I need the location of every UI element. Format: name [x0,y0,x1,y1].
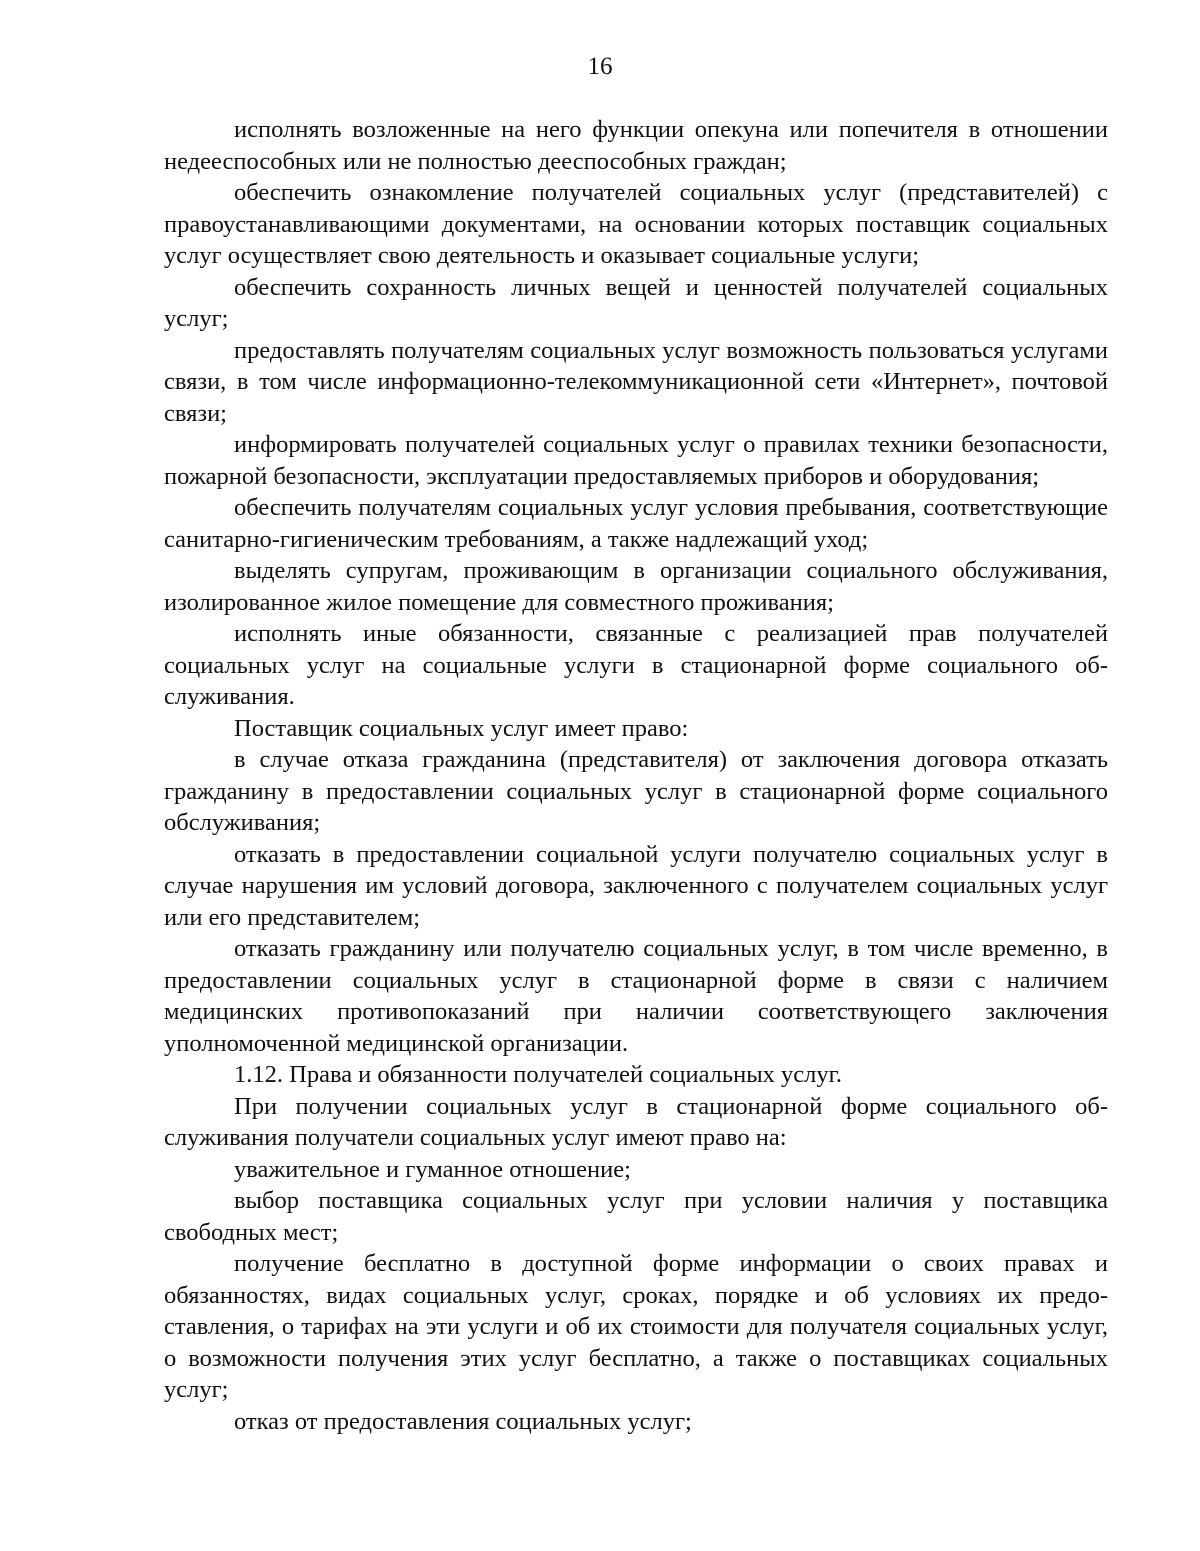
paragraph: выделять супругам, проживающим в организации социального обслуживания, изолированное жилое помещение для совместного проживания; [164,557,1108,616]
page-number: 16 [587,53,613,80]
paragraph: исполнять возложенные на него функции опекуна или попечителя в отношении недееспособных или не полностью дееспособных граждан; [164,116,1108,175]
section-heading-1-12: 1.12. Права и обязанности получателей социальных услуг. [234,1061,843,1088]
paragraph: выбор поставщика социальных услуг при условии наличия у поставщика свободных мест; [164,1187,1108,1246]
paragraph: отказать гражданину или получателю социальных услуг, в том числе временно, в предоставлении социальных услуг в стационарной форме в связи с наличием медицинских противопоказаний при наличии соответствующего заключения уполномоченной медицинской организации. [164,935,1108,1057]
paragraph: обеспечить сохранность личных вещей и ценностей получателей социальных услуг; [164,273,1108,332]
paragraph: отказ от предоставления социальных услуг; [234,1407,692,1435]
paragraph: обеспечить получателям социальных услуг условия пребывания, соответствующие санитарно-гигиеническим требованиям, а также надлежащий уход; [164,494,1108,553]
paragraph: обеспечить ознакомление получателей социальных услуг (представителей) с правоустанавливающими документами, на основании которых поставщик социальных услуг осуществляет свою деятельность и оказывает социальные услуги; [164,179,1108,269]
paragraph: исполнять иные обязанности, связанные с реализацией прав получателей социальных услуг на социальные услуги в стационарной форме социального обслуживания. [164,620,1108,710]
paragraph: Поставщик социальных услуг имеет право: [234,714,689,742]
paragraph: информировать получателей социальных услуг о правилах техники безопасности, пожарной безопасности, эксплуатации предоставляемых приборов и оборудования; [164,431,1108,490]
paragraph: в случае отказа гражданина (представителя) от заключения договора отказать гражданину в предоставлении социальных услуг в стационарной форме социального обслуживания; [164,746,1108,836]
document-body [164,114,1108,1437]
paragraph: отказать в предоставлении социальной услуги получателю социальных услуг в случае нарушения им условий договора, заключенного с получателем социальных услуг или его представителем; [164,840,1108,931]
paragraph: предоставлять получателям социальных услуг возможность пользоваться услугами связи, в том числе информационно-телекоммуникационной сети «Интернет», почтовой связи; [164,336,1108,427]
paragraph: получение бесплатно в доступной форме информации о своих правах и обязанностях, видах социальных услуг, сроках, порядке и об условиях их предоставления, о тарифах на эти услуги и об их стоимости для получателя социальных услуг, о возможности получения этих услуг бесплатно, а также о поставщиках социальных услуг; [164,1250,1108,1403]
paragraph: При получении социальных услуг в стационарной форме социального обслуживания получатели социальных услуг имеют право на: [164,1092,1108,1151]
paragraph: уважительное и гуманное отношение; [234,1155,631,1183]
